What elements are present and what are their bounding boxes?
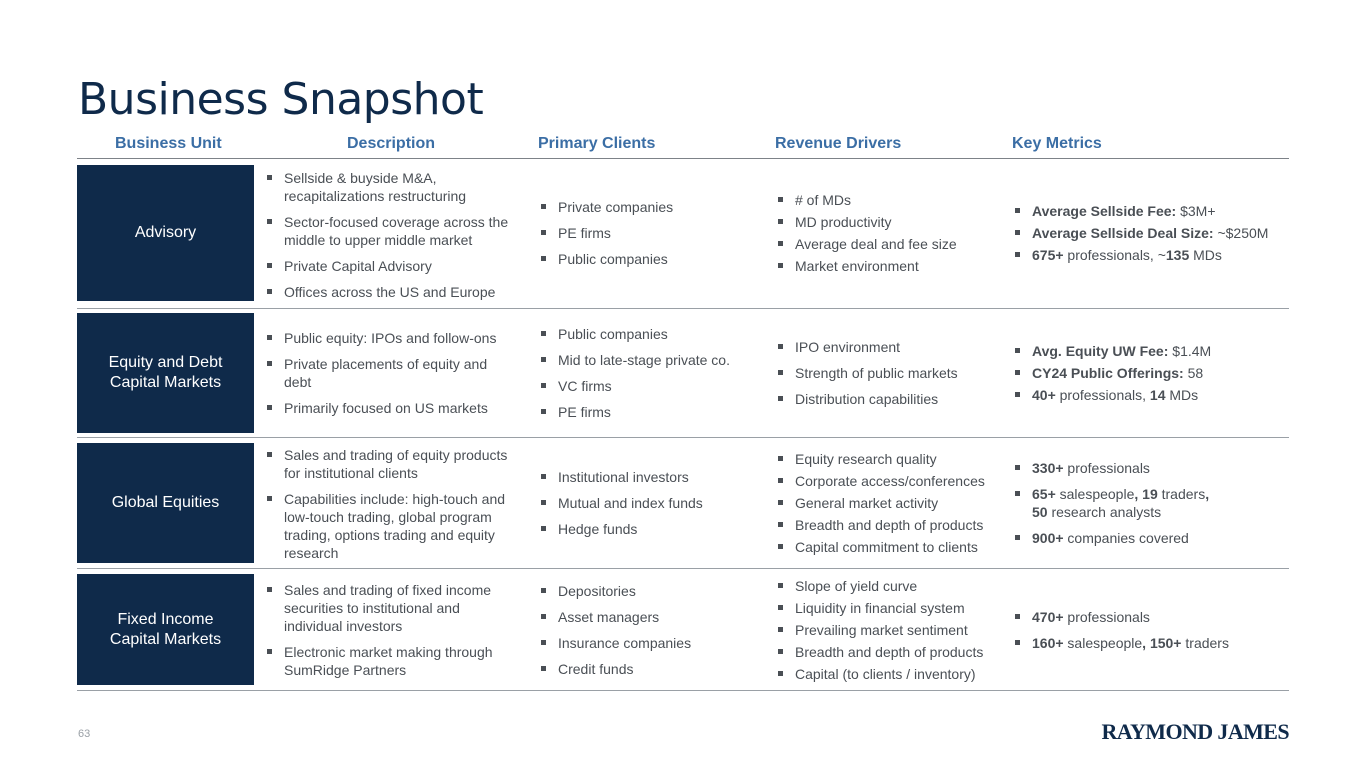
advisory-clients [539, 165, 759, 301]
column-header-key-metrics: Key Metrics [1012, 135, 1102, 152]
list-item: Hedge funds [539, 520, 759, 538]
metric-value: 160+ [1032, 634, 1064, 651]
global-equities-clients [539, 443, 759, 563]
raymond-james-logo: RAYMOND JAMES [1101, 719, 1289, 744]
metric-value: Average Sellside Deal Size: [1032, 225, 1214, 241]
metric-value: 330+ [1032, 460, 1064, 476]
metric-value: 135 [1165, 247, 1190, 263]
metric-value: 14 [1149, 387, 1166, 403]
list-item [1013, 224, 1283, 242]
fixed-income-clients [539, 574, 759, 685]
global-equities-drivers [776, 443, 1001, 563]
list-item: Equity research quality [776, 450, 1001, 468]
metric-value: , 150+ [1142, 634, 1182, 651]
list-item: Prevailing market sentiment [776, 621, 1001, 639]
list-item [1013, 246, 1283, 264]
list-item: Sales and trading of equity products for institutional clients [265, 446, 515, 482]
list-item: Public equity: IPOs and follow-ons [265, 329, 510, 347]
list-item: Sellside & buyside M&A, recapitalizations restructuring [265, 169, 520, 205]
list-item: Institutional investors [539, 468, 759, 486]
list-item: Breadth and depth of products [776, 643, 1001, 661]
list-item: General market activity [776, 494, 1001, 512]
list-item: Primarily focused on US markets [265, 399, 510, 417]
list-item: Asset managers [539, 608, 759, 626]
header-divider [77, 158, 1289, 159]
list-item: VC firms [539, 377, 759, 395]
advisory-metrics [1013, 165, 1283, 301]
list-item: Private companies [539, 198, 759, 216]
page-title: Business Snapshot [78, 74, 484, 125]
metric-text: research analysts [1047, 504, 1162, 520]
metric-text: professionals, ~ [1063, 247, 1166, 263]
metric-value: 470+ [1032, 608, 1064, 625]
row-divider [77, 308, 1289, 309]
metric-text: professionals [1063, 608, 1150, 625]
metric-value: Average Sellside Fee: [1032, 203, 1177, 219]
metric-value: Avg. Equity UW Fee: [1032, 343, 1169, 359]
metric-text: traders [1157, 486, 1206, 502]
list-item: Average deal and fee size [776, 235, 996, 253]
list-item: Distribution capabilities [776, 390, 996, 408]
list-item: Corporate access/conferences [776, 472, 1001, 490]
list-item [1013, 202, 1283, 220]
list-item: Mutual and index funds [539, 494, 759, 512]
page-number: 63 [78, 728, 91, 740]
list-item: Credit funds [539, 660, 759, 678]
metric-value: 50 [1032, 504, 1048, 520]
metric-value: , 19 [1134, 486, 1158, 502]
list-item [1013, 459, 1213, 477]
metric-text: companies covered [1063, 530, 1189, 546]
list-item: Electronic market making through SumRidge Partners [265, 643, 510, 679]
fixed-income-drivers [776, 574, 1001, 685]
business-unit-equity-debt-capital-markets [77, 313, 254, 433]
list-item [1013, 485, 1213, 521]
metric-text: MDs [1165, 387, 1199, 403]
list-item: Depositories [539, 582, 759, 600]
list-item: Capital commitment to clients [776, 538, 1001, 556]
row-divider [77, 568, 1289, 569]
list-item: IPO environment [776, 338, 996, 356]
capital-markets-metrics [1013, 313, 1283, 433]
fixed-income-description [265, 574, 510, 685]
list-item: # of MDs [776, 191, 996, 209]
list-item: Mid to late-stage private co. [539, 351, 759, 369]
list-item [1013, 364, 1283, 382]
business-unit-fixed-income-capital-markets [77, 574, 254, 685]
metric-text: $3M+ [1176, 203, 1216, 219]
row-divider [77, 690, 1289, 691]
list-item: Public companies [539, 250, 759, 268]
list-item: Strength of public markets [776, 364, 996, 382]
metric-text: professionals, [1055, 387, 1150, 403]
metric-text: salespeople [1055, 486, 1135, 502]
business-unit-global-equities: Global Equities [77, 443, 254, 563]
list-item: Capital (to clients / inventory) [776, 665, 1001, 683]
list-item: Sector-focused coverage across the middle to upper middle market [265, 213, 520, 249]
metric-text: ~$250M [1213, 225, 1269, 241]
capital-markets-drivers [776, 313, 996, 433]
metric-value: 900+ [1032, 530, 1064, 546]
list-item [1013, 386, 1283, 404]
list-item: PE firms [539, 224, 759, 242]
list-item: Breadth and depth of products [776, 516, 1001, 534]
list-item: Capabilities include: high-touch and low-touch trading, global program trading, options trading and equity research [265, 490, 515, 562]
global-equities-metrics [1013, 443, 1213, 563]
metric-text: salespeople [1063, 634, 1143, 651]
column-header-primary-clients: Primary Clients [538, 135, 656, 152]
global-equities-description [265, 443, 515, 565]
column-header-revenue-drivers: Revenue Drivers [775, 135, 902, 152]
column-header-description: Description [347, 135, 436, 152]
list-item: Public companies [539, 325, 759, 343]
metric-value: 675+ [1032, 247, 1064, 263]
metric-text: 58 [1183, 365, 1204, 381]
capital-markets-description [265, 313, 510, 433]
metric-value: 65+ [1032, 486, 1056, 502]
list-item [1013, 634, 1283, 652]
list-item: Offices across the US and Europe [265, 283, 520, 301]
capital-markets-clients [539, 313, 759, 433]
list-item: Liquidity in financial system [776, 599, 1001, 617]
metric-text: traders [1181, 634, 1229, 651]
list-item: Private placements of equity and debt [265, 355, 510, 391]
list-item [1013, 342, 1283, 360]
business-unit-advisory: Advisory [77, 165, 254, 301]
metric-value: , [1205, 486, 1210, 502]
list-item: PE firms [539, 403, 759, 421]
list-item: MD productivity [776, 213, 996, 231]
list-item: Insurance companies [539, 634, 759, 652]
unit-label: Fixed Income Capital Markets [109, 610, 222, 648]
row-divider [77, 437, 1289, 438]
list-item: Slope of yield curve [776, 577, 1001, 595]
fixed-income-metrics [1013, 574, 1283, 685]
advisory-description [265, 165, 520, 305]
metric-value: 40+ [1032, 387, 1056, 403]
metric-text: MDs [1189, 247, 1222, 263]
list-item [1013, 529, 1213, 547]
list-item [1013, 608, 1283, 626]
unit-label: Equity and Debt Capital Markets [108, 354, 223, 391]
advisory-drivers [776, 165, 996, 301]
list-item: Private Capital Advisory [265, 257, 520, 275]
list-item: Sales and trading of fixed income securities to institutional and individual investors [265, 581, 510, 635]
metric-text: $1.4M [1168, 343, 1212, 359]
column-header-business-unit: Business Unit [115, 135, 222, 152]
list-item: Market environment [776, 257, 996, 275]
metric-text: professionals [1063, 460, 1150, 476]
metric-value: CY24 Public Offerings: [1032, 365, 1184, 381]
